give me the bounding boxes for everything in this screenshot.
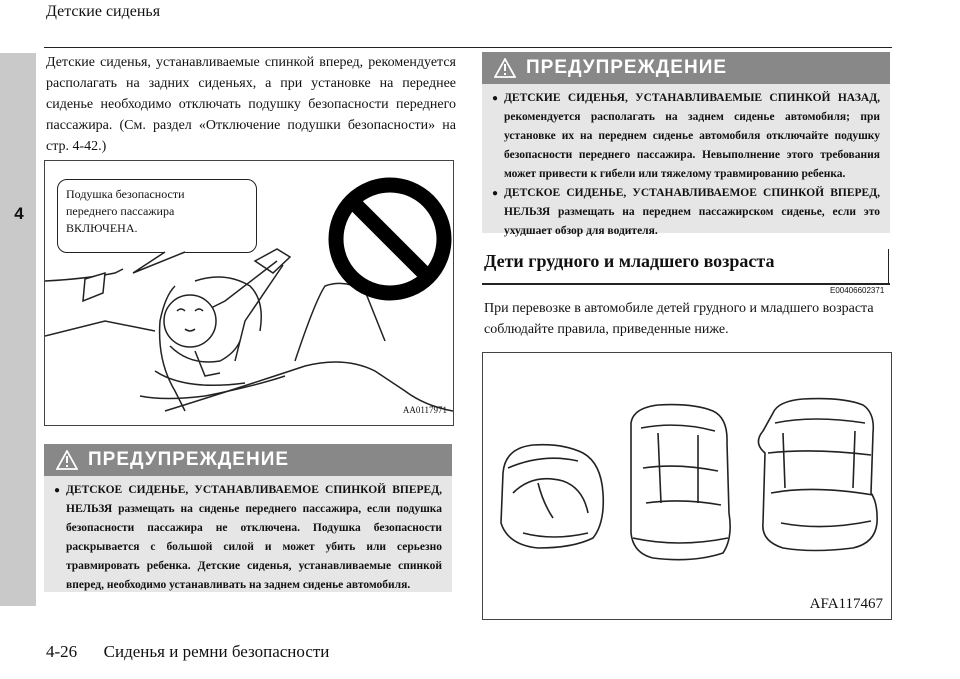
chapter-sidebar-tab	[0, 53, 36, 606]
chapter-number: 4	[14, 204, 24, 223]
section-title-rule	[482, 283, 890, 285]
bullet-icon: ●	[492, 188, 499, 199]
warning-triangle-icon	[494, 58, 516, 78]
warning-item: ● ДЕТСКОЕ СИДЕНЬЕ, УСТАНАВЛИВАЕМОЕ СПИНКОЙ ВПЕРЕД, НЕЛЬЗЯ размещать на сиденье переднего пассажира, если подушка безопасности пассажира не отключена. Подушка безопасности раскрывается с большой силой и может убить или серьезно травмировать ребенка. Детские сиденья, устанавливаемые спинкой вперед, необходимо устанавливать на заднем сиденье автомобиля.	[54, 481, 442, 595]
prohibition-icon	[336, 185, 444, 293]
warning-item: ● ДЕТСКИЕ СИДЕНЬЯ, УСТАНАВЛИВАЕМЫЕ СПИНКОЙ НАЗАД, рекомендуется располагать на заднем сиденье автомобиля; при установке их на переднем сиденье автомобиля отключайте подушку безопасности переднего пассажира. Невыполнение этого требования может привести к гибели или тяжелому травмированию ребенка.	[492, 89, 880, 184]
section-title: Дети грудного и младшего возраста	[484, 251, 775, 271]
warning-box-left	[44, 444, 452, 592]
intro-paragraph: Детские сиденья, устанавливаемые спинкой вперед, рекомендуется располагать на задних сиденьях, а при установке на переднее сиденье необходимо отключать подушку безопасности переднего пассажира. (См. раздел «Отключение подушки безопасности» на стр. 4-42.)	[46, 55, 456, 154]
airbag-warning-figure	[44, 160, 454, 426]
child-seats-illustration	[483, 353, 891, 619]
section-paragraph: При перевозке в автомобиле детей грудного и младшего возраста соблюдайте правила, приведенные ниже.	[484, 301, 874, 337]
airbag-on-callout: Подушка безопасности переднего пассажира ВКЛЮЧЕНА.	[57, 179, 257, 253]
header-rule	[44, 47, 892, 48]
child-seats-figure	[482, 352, 892, 620]
warning-header	[44, 444, 452, 476]
section-code: E00406602371	[830, 286, 885, 295]
running-header: Детские сиденья	[46, 3, 161, 20]
warning-triangle-icon	[56, 450, 78, 470]
warning-item: ● ДЕТСКОЕ СИДЕНЬЕ, УСТАНАВЛИВАЕМОЕ СПИНКОЙ ВПЕРЕД, НЕЛЬЗЯ размещать на переднем пассажирском сиденье, если это ухудшает обзор для водителя.	[492, 184, 880, 241]
figure-id: AA0117971	[402, 405, 447, 415]
warning-title: ПРЕДУПРЕЖДЕНИЕ	[88, 449, 290, 470]
warning-title: ПРЕДУПРЕЖДЕНИЕ	[526, 57, 728, 78]
bullet-icon: ●	[492, 93, 499, 104]
bullet-icon: ●	[54, 485, 61, 496]
footer	[46, 642, 329, 662]
section-title-rule-vertical	[888, 249, 889, 285]
warning-box-right	[482, 52, 890, 237]
page-number: 4-26	[46, 642, 78, 661]
warning-header	[482, 52, 890, 84]
footer-chapter-title: Сиденья и ремни безопасности	[103, 642, 330, 661]
figure-id: AFA117467	[809, 596, 883, 612]
